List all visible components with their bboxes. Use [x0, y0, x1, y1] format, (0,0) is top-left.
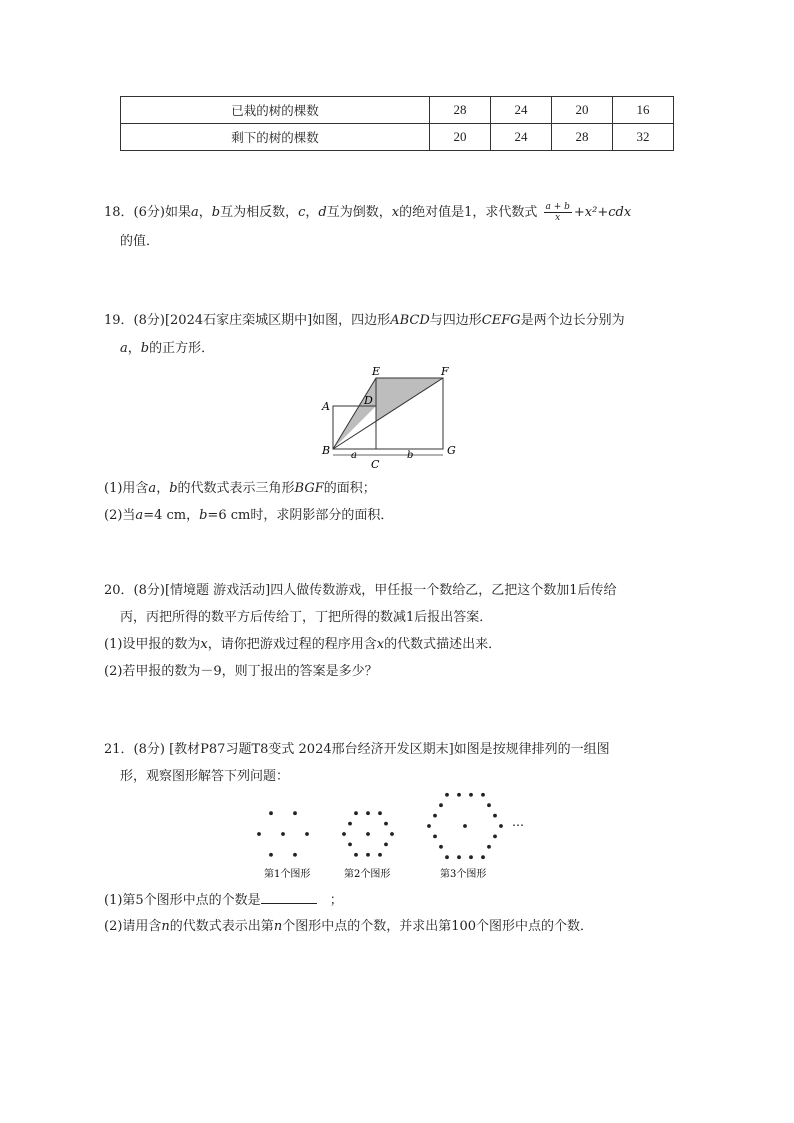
table-cell: 28 — [552, 124, 613, 151]
dot — [433, 835, 437, 839]
dot — [293, 811, 297, 815]
q21-text: (1)第5个图形中点的个数是 — [104, 893, 261, 908]
separator: ， — [127, 341, 141, 356]
figure-3-dots — [427, 793, 503, 859]
q20-line1: 20．(8分)[情境题 游戏活动]四人做传数游戏，甲任报一个数给乙，乙把这个数加1后传给 — [104, 583, 617, 598]
label-G: G — [447, 444, 456, 457]
var-n: n — [273, 919, 283, 934]
var-a: a — [135, 508, 144, 523]
var-d: d — [318, 205, 327, 220]
q19-text: 与四边形 — [429, 313, 482, 328]
dot — [487, 803, 491, 807]
dot — [354, 811, 358, 815]
dot — [469, 793, 473, 797]
dot — [493, 835, 497, 839]
q19-text: (1)用含 — [104, 481, 149, 496]
dot — [445, 855, 449, 859]
q19-text: 19．(8分)[2024石家庄栾城区期中]如图，四边形 — [104, 313, 391, 328]
separator: ， — [198, 205, 212, 220]
q20-text: 的代数式描述出来． — [384, 637, 502, 652]
var-x: x — [391, 205, 400, 220]
q21-sub1 — [104, 890, 343, 910]
dot — [366, 853, 370, 857]
q21-sub2 — [104, 918, 593, 936]
q20-sub2: (2)若甲报的数为－9，则丁报出的答案是多少？ — [104, 664, 378, 679]
q20-text: ，请你把游戏过程的程序用含 — [207, 637, 377, 652]
separator: ， — [305, 205, 319, 220]
q21-text: ； — [329, 893, 343, 908]
label-B: B — [322, 444, 331, 457]
table-cell: 20 — [552, 97, 613, 124]
dot — [463, 824, 467, 828]
dot — [487, 845, 491, 849]
dot — [293, 853, 297, 857]
dot — [378, 853, 382, 857]
expression-tail: +x²+cdx — [573, 205, 632, 220]
label-A: A — [322, 400, 330, 413]
var-b: b — [140, 341, 150, 356]
dot-pattern-figure — [250, 786, 540, 886]
q19-sub2 — [104, 507, 393, 525]
unshaded-part — [333, 406, 376, 449]
label-D: D — [364, 394, 373, 407]
squares-figure — [310, 362, 470, 472]
dot — [384, 843, 388, 847]
q19-text: 是两个边长分别为 — [520, 313, 625, 328]
var-a: a — [120, 341, 128, 356]
dot — [469, 855, 473, 859]
dot — [269, 811, 273, 815]
var-b: b — [169, 481, 178, 496]
q18-text: 的绝对值是1，求代数式 — [399, 205, 538, 220]
dot — [481, 855, 485, 859]
var-a: a — [190, 205, 199, 220]
dot — [390, 832, 394, 836]
dot — [499, 824, 503, 828]
dot — [457, 793, 461, 797]
figure-2-label: 第2个图形 — [344, 869, 391, 880]
dot — [481, 793, 485, 797]
var-x: x — [376, 637, 385, 652]
dot — [257, 832, 261, 836]
table-cell-label: 剩下的树的棵数 — [121, 124, 430, 151]
fraction — [544, 202, 572, 223]
table-cell: 28 — [430, 97, 491, 124]
square-cefg: CEFG — [481, 313, 521, 328]
q20-text: (1)设甲报的数为 — [104, 637, 201, 652]
dot — [445, 793, 449, 797]
dot — [281, 832, 285, 836]
label-C: C — [371, 458, 380, 471]
table-row — [121, 97, 674, 124]
dot — [433, 814, 437, 818]
label-E: E — [372, 365, 381, 378]
figure-1-label: 第1个图形 — [264, 869, 311, 880]
table-cell: 24 — [491, 124, 552, 151]
dot — [366, 811, 370, 815]
var-x: x — [200, 637, 208, 652]
q19-text: 的正方形． — [149, 341, 215, 356]
q19-text: 的面积； — [323, 481, 376, 496]
fraction-numerator: a + b — [545, 202, 570, 212]
q20-line2: 丙，丙把所得的数平方后传给丁，丁把所得的数减1后报出答案． — [120, 610, 493, 625]
q18-line2: 的值． — [120, 234, 160, 249]
fraction-denominator: x — [555, 213, 561, 223]
var-n: n — [161, 919, 170, 934]
dot — [384, 822, 388, 826]
separator: ， — [156, 481, 170, 496]
var-c: c — [298, 205, 306, 220]
dot — [457, 855, 461, 859]
figure-3-label: 第3个图形 — [440, 869, 487, 880]
q21-text: 个图形中点的个数，并求出第100个图形中点的个数． — [282, 919, 594, 934]
dot — [305, 832, 309, 836]
label-b: b — [407, 450, 414, 461]
figure-2-dots — [342, 811, 394, 856]
table-cell: 32 — [613, 124, 674, 151]
dot — [493, 814, 497, 818]
dot — [342, 832, 346, 836]
triangle-bgf: BGF — [294, 481, 324, 496]
trees-table — [120, 96, 674, 151]
q19-line2 — [120, 340, 214, 358]
dot — [354, 853, 358, 857]
var-b: b — [211, 205, 221, 220]
q18-line1 — [104, 202, 631, 223]
q21-line1: 21．(8分) [教材P87习题T8变式 2024邢台经济开发区期末]如图是按规律排列的一组图 — [104, 742, 610, 757]
q20-sub1 — [104, 636, 501, 654]
q19-text: 的代数式表示三角形 — [177, 481, 295, 496]
figure-1-dots — [257, 811, 309, 856]
label-F: F — [441, 365, 449, 378]
q19-text: (2)当 — [104, 508, 136, 523]
q21-text: (2)请用含 — [104, 919, 162, 934]
table-row — [121, 124, 674, 151]
answer-blank[interactable] — [261, 890, 317, 904]
dot — [378, 811, 382, 815]
q19-text: =4 cm， — [143, 508, 200, 523]
table-cell: 24 — [491, 97, 552, 124]
var-b: b — [199, 508, 208, 523]
dot — [348, 822, 352, 826]
q19-line1 — [104, 312, 625, 330]
dot — [427, 824, 431, 828]
dot — [439, 845, 443, 849]
var-a: a — [148, 481, 157, 496]
q19-text: =6 cm时，求阴影部分的面积． — [207, 508, 394, 523]
ellipsis: … — [512, 815, 524, 829]
dot — [366, 832, 370, 836]
label-a: a — [351, 450, 357, 461]
q18-text: 互为相反数， — [220, 205, 299, 220]
dot — [269, 853, 273, 857]
table-cell-label: 已栽的树的棵数 — [121, 97, 430, 124]
square-abcd: ABCD — [390, 313, 430, 328]
table-cell: 16 — [613, 97, 674, 124]
q19-sub1 — [104, 480, 376, 498]
q21-line2: 形，观察图形解答下列问题： — [120, 769, 290, 784]
q18-text: 18．(6分)如果 — [104, 205, 191, 220]
table-cell: 20 — [430, 124, 491, 151]
q18-text: 互为倒数， — [326, 205, 392, 220]
q21-text: 的代数式表示出第 — [169, 919, 274, 934]
dot — [439, 803, 443, 807]
dot — [348, 843, 352, 847]
